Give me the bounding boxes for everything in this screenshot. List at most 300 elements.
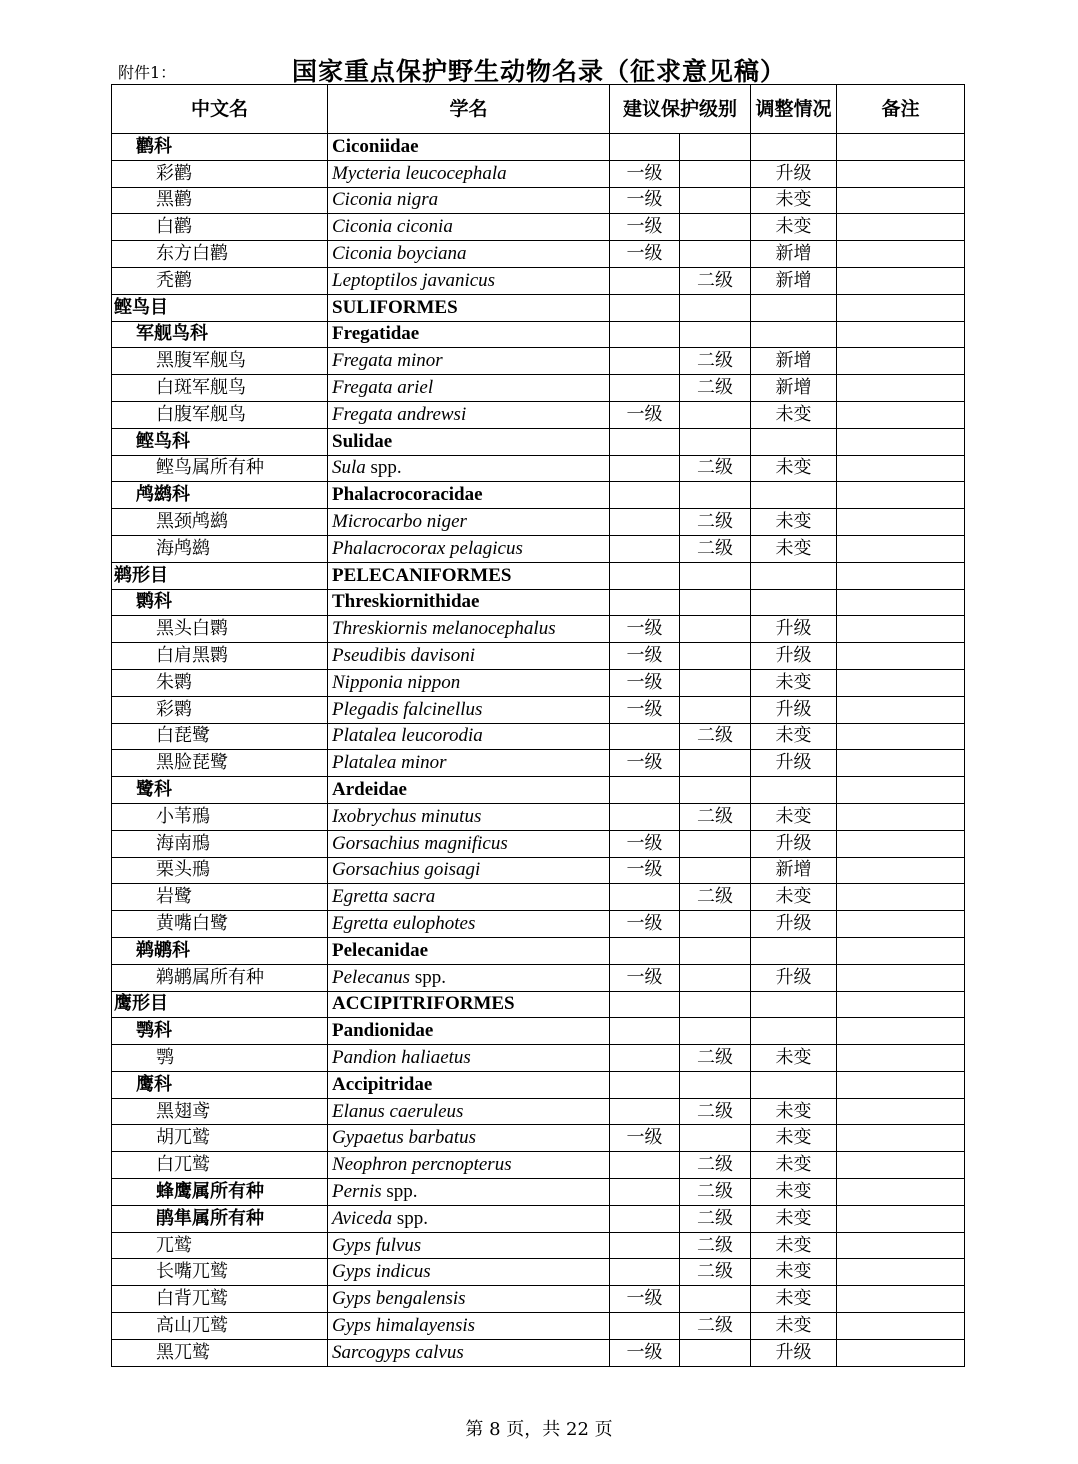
level-two-cell: 二级 (680, 455, 751, 482)
species-row (112, 884, 965, 911)
scientific-name-cell (328, 455, 610, 482)
adjustment-cell (751, 1071, 837, 1098)
species-row (112, 1259, 965, 1286)
adjustment-cell: 升级 (751, 160, 837, 187)
scientific-name-cell (328, 857, 610, 884)
scientific-name-text: Leptoptilos javanicus (332, 269, 496, 291)
level-two-cell (680, 562, 751, 589)
level-two-cell: 二级 (680, 1045, 751, 1072)
scientific-name-text: Gyps fulvus (332, 1234, 422, 1256)
chinese-name-cell: 黑头白鹮 (112, 616, 328, 643)
species-row (112, 1205, 965, 1232)
scientific-name-text: Pelecanus (332, 966, 411, 988)
adjustment-cell: 新增 (751, 857, 837, 884)
level-one-cell: 一级 (610, 750, 680, 777)
scientific-name-cell (328, 1125, 610, 1152)
scientific-name-text: Pelecanidae (332, 939, 429, 961)
scientific-name-text: Gorsachius goisagi (332, 859, 481, 881)
level-two-cell (680, 321, 751, 348)
scientific-name-text: PELECANIFORMES (332, 564, 512, 586)
level-one-cell (610, 1045, 680, 1072)
adjustment-cell: 升级 (751, 830, 837, 857)
adjustment-cell (751, 321, 837, 348)
scientific-name-text: Pandion haliaetus (332, 1046, 471, 1068)
remarks-cell (837, 160, 965, 187)
remarks-cell (837, 214, 965, 241)
remarks-cell (837, 616, 965, 643)
scientific-name-text: Fregata ariel (332, 377, 434, 399)
remarks-cell (837, 187, 965, 214)
adjustment-cell (751, 1018, 837, 1045)
level-two-cell (680, 696, 751, 723)
remarks-cell (837, 401, 965, 428)
chinese-name-cell: 鹃隼属所有种 (112, 1205, 328, 1232)
remarks-cell (837, 669, 965, 696)
chinese-name-cell: 鹳科 (112, 134, 328, 161)
level-two-cell: 二级 (680, 535, 751, 562)
table-header-row (112, 85, 965, 134)
scientific-name-cell (328, 884, 610, 911)
species-row (112, 857, 965, 884)
chinese-name-cell: 白琵鹭 (112, 723, 328, 750)
remarks-cell (837, 482, 965, 509)
level-two-cell (680, 1071, 751, 1098)
chinese-name-cell: 军舰鸟科 (112, 321, 328, 348)
remarks-cell (837, 911, 965, 938)
scientific-name-text: Gyps himalayensis (332, 1314, 476, 1336)
scientific-name-cell (328, 160, 610, 187)
scientific-name-cell (328, 1152, 610, 1179)
chinese-name-cell: 栗头鳽 (112, 857, 328, 884)
scientific-name-cell (328, 911, 610, 938)
chinese-name-cell: 黑兀鹫 (112, 1339, 328, 1366)
level-one-cell: 一级 (610, 1125, 680, 1152)
species-row (112, 803, 965, 830)
adjustment-cell (751, 991, 837, 1018)
scientific-name-cell (328, 1098, 610, 1125)
species-row (112, 669, 965, 696)
adjustment-cell (751, 428, 837, 455)
species-row (112, 348, 965, 375)
level-one-cell (610, 321, 680, 348)
remarks-cell (837, 723, 965, 750)
scientific-name-cell (328, 241, 610, 268)
scientific-name-text: Threskiornis melanocephalus (332, 618, 556, 640)
scientific-name-cell (328, 1259, 610, 1286)
chinese-name-cell: 鲣鸟目 (112, 294, 328, 321)
chinese-name-cell: 东方白鹳 (112, 241, 328, 268)
scientific-name-cell (328, 750, 610, 777)
level-two-cell: 二级 (680, 1152, 751, 1179)
scientific-name-text: Gyps indicus (332, 1261, 431, 1283)
level-two-cell: 二级 (680, 1205, 751, 1232)
remarks-cell (837, 1286, 965, 1313)
scientific-name-text: Microcarbo niger (332, 511, 467, 533)
adjustment-cell: 未变 (751, 1125, 837, 1152)
scientific-name-cell (328, 375, 610, 402)
remarks-cell (837, 777, 965, 804)
level-one-cell: 一级 (610, 616, 680, 643)
chinese-name-cell: 黑颈鸬鹚 (112, 509, 328, 536)
chinese-name-cell: 鹈鹕属所有种 (112, 964, 328, 991)
scientific-name-cell (328, 535, 610, 562)
scientific-name-text: Accipitridae (332, 1073, 433, 1095)
level-two-cell (680, 1339, 751, 1366)
scientific-name-cell (328, 562, 610, 589)
scientific-name-cell (328, 509, 610, 536)
level-one-cell (610, 1018, 680, 1045)
page-title: 国家重点保护野生动物名录（征求意见稿） (291, 57, 786, 86)
scientific-name-text: Ardeidae (332, 779, 407, 801)
chinese-name-cell: 白背兀鹫 (112, 1286, 328, 1313)
level-two-cell (680, 428, 751, 455)
scientific-name-text: Pseudibis davisoni (332, 645, 476, 667)
chinese-name-cell: 黑鹳 (112, 187, 328, 214)
level-one-cell (610, 294, 680, 321)
level-one-cell (610, 375, 680, 402)
chinese-name-cell: 黑翅鸢 (112, 1098, 328, 1125)
scientific-name-cell (328, 428, 610, 455)
level-one-cell (610, 562, 680, 589)
level-one-cell: 一级 (610, 241, 680, 268)
remarks-cell (837, 991, 965, 1018)
family-row (112, 1071, 965, 1098)
level-two-cell (680, 187, 751, 214)
chinese-name-cell: 鲣鸟属所有种 (112, 455, 328, 482)
scientific-name-cell (328, 1339, 610, 1366)
chinese-name-cell: 白斑军舰鸟 (112, 375, 328, 402)
scientific-name-text: Ixobrychus minutus (332, 805, 482, 827)
level-one-cell: 一级 (610, 214, 680, 241)
scientific-name-text: Sarcogyps calvus (332, 1341, 464, 1363)
remarks-cell (837, 241, 965, 268)
adjustment-cell (751, 294, 837, 321)
scientific-name-text: Neophron percnopterus (332, 1154, 512, 1176)
scientific-name-cell (328, 830, 610, 857)
species-row (112, 187, 965, 214)
chinese-name-cell: 鸬鹚科 (112, 482, 328, 509)
adjustment-cell: 未变 (751, 509, 837, 536)
level-two-cell (680, 937, 751, 964)
scientific-name-text: Gyps bengalensis (332, 1288, 466, 1310)
scientific-name-text: Plegadis falcinellus (332, 698, 483, 720)
scientific-name-text: Pandionidae (332, 1020, 434, 1042)
level-one-cell (610, 803, 680, 830)
chinese-name-cell: 白鹳 (112, 214, 328, 241)
chinese-name-cell: 鲣鸟科 (112, 428, 328, 455)
order-row (112, 562, 965, 589)
scientific-name-text: Egretta sacra (332, 886, 436, 908)
adjustment-cell: 升级 (751, 911, 837, 938)
adjustment-cell: 新增 (751, 267, 837, 294)
chinese-name-cell: 鹰形目 (112, 991, 328, 1018)
species-row (112, 1339, 965, 1366)
level-two-cell: 二级 (680, 1232, 751, 1259)
species-row (112, 1286, 965, 1313)
level-one-cell: 一级 (610, 187, 680, 214)
adjustment-cell: 新增 (751, 241, 837, 268)
level-two-cell: 二级 (680, 375, 751, 402)
remarks-cell (837, 830, 965, 857)
scientific-name-text: Egretta eulophotes (332, 913, 476, 934)
level-two-cell (680, 911, 751, 938)
level-two-cell (680, 616, 751, 643)
species-row (112, 830, 965, 857)
remarks-cell (837, 294, 965, 321)
remarks-cell (837, 267, 965, 294)
remarks-cell (837, 643, 965, 670)
remarks-cell (837, 1259, 965, 1286)
adjustment-cell (751, 589, 837, 616)
chinese-name-cell: 黑腹军舰鸟 (112, 348, 328, 375)
level-two-cell (680, 669, 751, 696)
adjustment-cell: 未变 (751, 1098, 837, 1125)
level-one-cell: 一级 (610, 1339, 680, 1366)
level-one-cell (610, 1313, 680, 1340)
level-two-cell (680, 857, 751, 884)
species-row (112, 241, 965, 268)
scientific-name-text: Aviceda (332, 1207, 393, 1229)
level-one-cell (610, 1071, 680, 1098)
scientific-name-cell (328, 267, 610, 294)
family-row (112, 937, 965, 964)
species-row (112, 750, 965, 777)
species-row (112, 616, 965, 643)
family-row (112, 777, 965, 804)
level-two-cell (680, 241, 751, 268)
level-two-cell: 二级 (680, 267, 751, 294)
attachment-label: 附件1： (118, 63, 177, 82)
scientific-name-text: Threskiornithidae (332, 591, 480, 613)
header-scientific-name: 学名 (328, 85, 610, 134)
chinese-name-cell: 海鸬鹚 (112, 535, 328, 562)
scientific-name-cell (328, 401, 610, 428)
spp-suffix: spp. (386, 1180, 418, 1202)
species-row (112, 401, 965, 428)
level-one-cell: 一级 (610, 830, 680, 857)
adjustment-cell: 升级 (751, 696, 837, 723)
level-two-cell (680, 589, 751, 616)
adjustment-cell: 未变 (751, 535, 837, 562)
family-row (112, 428, 965, 455)
scientific-name-cell (328, 991, 610, 1018)
chinese-name-cell: 鹗科 (112, 1018, 328, 1045)
adjustment-cell: 未变 (751, 1232, 837, 1259)
scientific-name-text: Mycteria leucocephala (332, 162, 507, 184)
level-two-cell (680, 991, 751, 1018)
level-one-cell (610, 482, 680, 509)
adjustment-cell (751, 134, 837, 161)
adjustment-cell: 升级 (751, 964, 837, 991)
level-one-cell (610, 1152, 680, 1179)
chinese-name-cell: 秃鹳 (112, 267, 328, 294)
level-two-cell: 二级 (680, 348, 751, 375)
remarks-cell (837, 535, 965, 562)
level-two-cell (680, 643, 751, 670)
species-row (112, 1232, 965, 1259)
level-two-cell (680, 777, 751, 804)
chinese-name-cell: 白兀鹫 (112, 1152, 328, 1179)
adjustment-cell (751, 482, 837, 509)
scientific-name-text: Fregata minor (332, 350, 443, 372)
chinese-name-cell: 鹭科 (112, 777, 328, 804)
adjustment-cell: 新增 (751, 375, 837, 402)
scientific-name-cell (328, 1071, 610, 1098)
level-one-cell (610, 884, 680, 911)
adjustment-cell: 升级 (751, 643, 837, 670)
remarks-cell (837, 348, 965, 375)
level-two-cell (680, 482, 751, 509)
remarks-cell (837, 1018, 965, 1045)
level-one-cell (610, 134, 680, 161)
level-two-cell: 二级 (680, 1259, 751, 1286)
level-two-cell: 二级 (680, 1098, 751, 1125)
scientific-name-text: Ciconia boyciana (332, 243, 467, 265)
spp-suffix: spp. (414, 966, 446, 988)
scientific-name-cell (328, 1179, 610, 1206)
chinese-name-cell: 白肩黑鹮 (112, 643, 328, 670)
scientific-name-cell (328, 187, 610, 214)
chinese-name-cell: 鹗 (112, 1045, 328, 1072)
chinese-name-cell: 海南鳽 (112, 830, 328, 857)
species-row (112, 1179, 965, 1206)
scientific-name-cell (328, 589, 610, 616)
chinese-name-cell: 鹈鹕科 (112, 937, 328, 964)
species-row (112, 509, 965, 536)
remarks-cell (837, 562, 965, 589)
level-two-cell (680, 134, 751, 161)
header-adjustment: 调整情况 (751, 85, 837, 134)
scientific-name-cell (328, 937, 610, 964)
level-two-cell: 二级 (680, 723, 751, 750)
scientific-name-cell (328, 1045, 610, 1072)
level-one-cell: 一级 (610, 401, 680, 428)
level-two-cell: 二级 (680, 509, 751, 536)
species-row (112, 1313, 965, 1340)
scientific-name-cell (328, 294, 610, 321)
level-two-cell (680, 401, 751, 428)
species-row (112, 911, 965, 938)
remarks-cell (837, 1071, 965, 1098)
chinese-name-cell: 鹮科 (112, 589, 328, 616)
remarks-cell (837, 589, 965, 616)
family-row (112, 134, 965, 161)
scientific-name-cell (328, 643, 610, 670)
level-one-cell (610, 267, 680, 294)
chinese-name-cell: 岩鹭 (112, 884, 328, 911)
species-row (112, 455, 965, 482)
adjustment-cell: 新增 (751, 348, 837, 375)
level-two-cell (680, 1018, 751, 1045)
scientific-name-text: Fregata andrewsi (332, 403, 467, 425)
remarks-cell (837, 134, 965, 161)
remarks-cell (837, 884, 965, 911)
level-two-cell (680, 750, 751, 777)
remarks-cell (837, 455, 965, 482)
adjustment-cell: 未变 (751, 669, 837, 696)
scientific-name-cell (328, 1205, 610, 1232)
level-one-cell (610, 1179, 680, 1206)
remarks-cell (837, 1098, 965, 1125)
chinese-name-cell: 黄嘴白鹭 (112, 911, 328, 938)
remarks-cell (837, 1125, 965, 1152)
adjustment-cell (751, 562, 837, 589)
scientific-name-text: Gypaetus barbatus (332, 1127, 477, 1149)
remarks-cell (837, 1339, 965, 1366)
adjustment-cell: 升级 (751, 616, 837, 643)
level-two-cell (680, 214, 751, 241)
family-row (112, 321, 965, 348)
scientific-name-cell (328, 696, 610, 723)
table-body (112, 134, 965, 1367)
scientific-name-cell (328, 134, 610, 161)
scientific-name-cell (328, 803, 610, 830)
level-one-cell: 一级 (610, 160, 680, 187)
family-row (112, 589, 965, 616)
species-row (112, 267, 965, 294)
level-two-cell: 二级 (680, 884, 751, 911)
species-row (112, 643, 965, 670)
scientific-name-cell (328, 482, 610, 509)
level-one-cell: 一级 (610, 669, 680, 696)
adjustment-cell: 未变 (751, 1205, 837, 1232)
scientific-name-text: Pernis (332, 1180, 382, 1202)
species-row (112, 1098, 965, 1125)
remarks-cell (837, 696, 965, 723)
species-row (112, 1045, 965, 1072)
adjustment-cell: 未变 (751, 187, 837, 214)
adjustment-cell: 未变 (751, 214, 837, 241)
remarks-cell (837, 321, 965, 348)
chinese-name-cell: 高山兀鹫 (112, 1313, 328, 1340)
level-one-cell: 一级 (610, 643, 680, 670)
level-one-cell (610, 937, 680, 964)
level-two-cell (680, 1286, 751, 1313)
remarks-cell (837, 509, 965, 536)
remarks-cell (837, 1232, 965, 1259)
level-one-cell: 一级 (610, 964, 680, 991)
scientific-name-text: Phalacrocorax pelagicus (332, 537, 523, 559)
level-one-cell (610, 723, 680, 750)
remarks-cell (837, 1205, 965, 1232)
scientific-name-text: Phalacrocoracidae (332, 484, 483, 506)
scientific-name-cell (328, 1232, 610, 1259)
order-row (112, 294, 965, 321)
scientific-name-text: ACCIPITRIFORMES (332, 993, 515, 1015)
scientific-name-text: Sulidae (332, 430, 393, 452)
chinese-name-cell: 白腹军舰鸟 (112, 401, 328, 428)
adjustment-cell: 未变 (751, 1259, 837, 1286)
level-one-cell (610, 589, 680, 616)
level-one-cell (610, 1205, 680, 1232)
level-two-cell (680, 1125, 751, 1152)
scientific-name-cell (328, 669, 610, 696)
scientific-name-cell (328, 214, 610, 241)
species-row (112, 696, 965, 723)
remarks-cell (837, 937, 965, 964)
remarks-cell (837, 375, 965, 402)
scientific-name-cell (328, 321, 610, 348)
chinese-name-cell: 蜂鹰属所有种 (112, 1179, 328, 1206)
chinese-name-cell: 胡兀鹫 (112, 1125, 328, 1152)
scientific-name-text: Fregatidae (332, 323, 420, 345)
adjustment-cell: 升级 (751, 750, 837, 777)
level-one-cell (610, 455, 680, 482)
scientific-name-text: Sula (332, 457, 366, 479)
remarks-cell (837, 1045, 965, 1072)
chinese-name-cell: 小苇鳽 (112, 803, 328, 830)
level-one-cell: 一级 (610, 696, 680, 723)
